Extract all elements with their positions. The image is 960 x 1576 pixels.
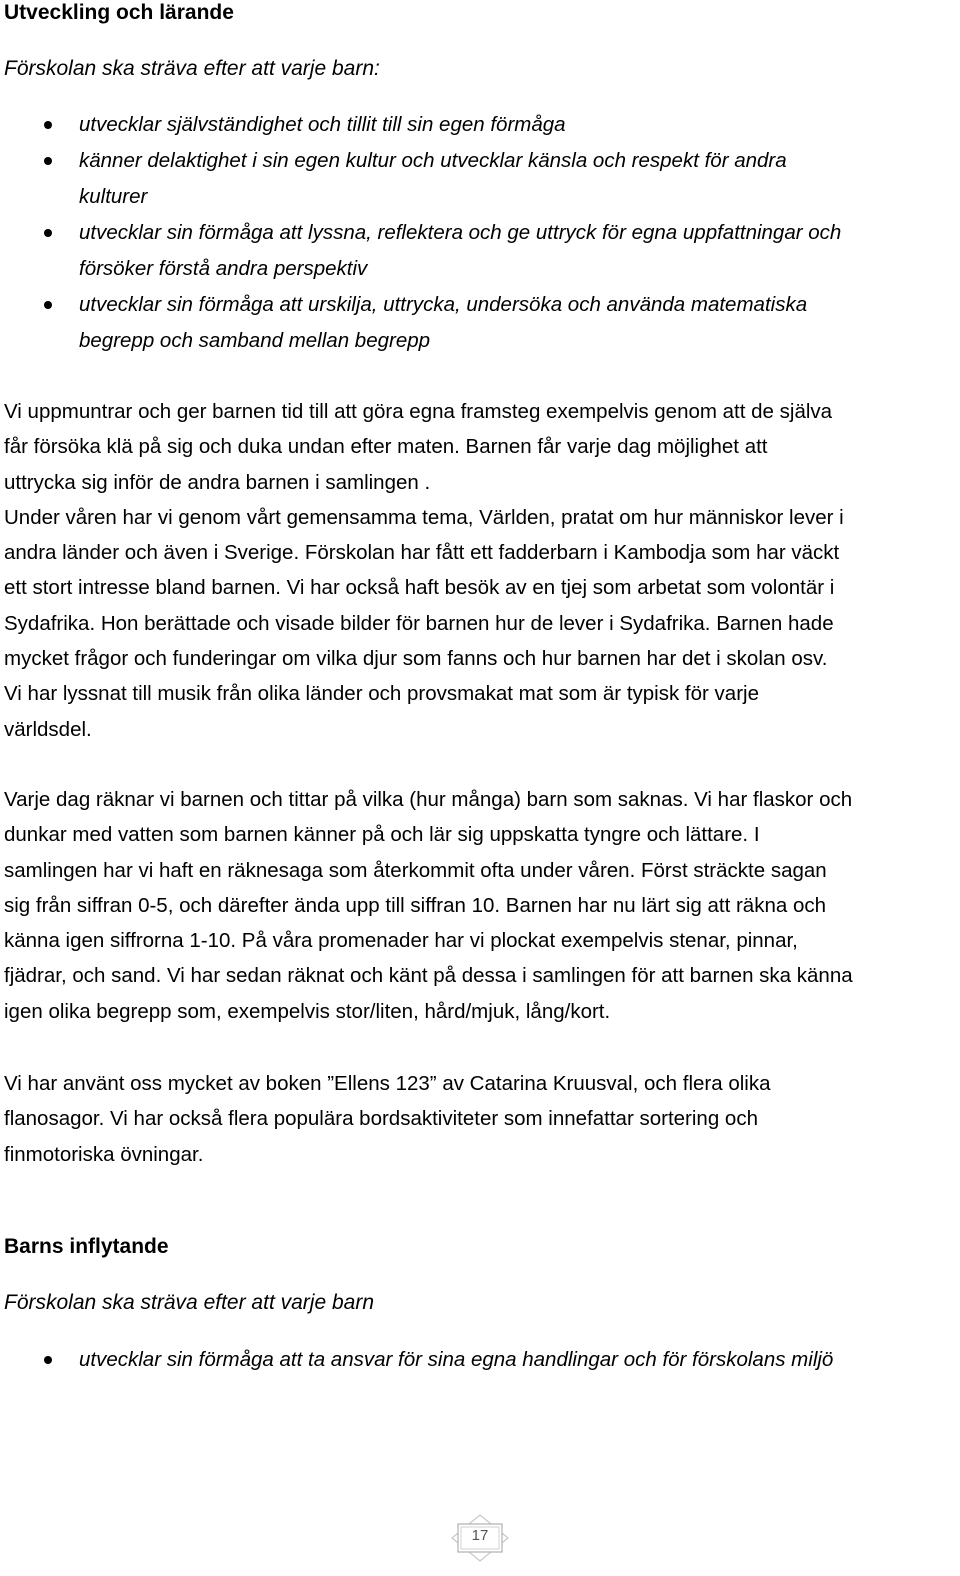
bullet-icon: [44, 301, 52, 309]
section-intro: Förskolan ska sträva efter att varje barn: [4, 1291, 374, 1314]
list-item: utvecklar sin förmåga att ta ansvar för sina egna handlingar och för förskolans miljö: [4, 1342, 956, 1378]
section-intro: Förskolan ska sträva efter att varje barn:: [4, 57, 380, 80]
bullet-icon: [44, 229, 52, 237]
list-item: utvecklar sin förmåga att urskilja, uttrycka, undersöka och använda matematiska begrepp och samband mellan begrepp: [4, 287, 956, 359]
bullet-icon: [44, 121, 52, 129]
paragraph-rakna: Varje dag räknar vi barnen och tittar på vilka (hur många) barn som saknas. Vi har flaskor och dunkar med vatten som barnen känner på och lär sig uppskatta tyngre och lättare. I samlingen har vi haft en räknesaga som återkommit ofta under våren. Först sträckte sagan sig från siffran 0-5, och därefter ända upp till siffran 10. Barnen har nu lärt sig att räkna och känna igen siffrorna 1-10. På våra promenader har vi plockat exempelvis stenar, pinnar, fjädrar, och sand. Vi har sedan räknat och känt på dessa i samlingen för att barnen ska känna igen olika begrepp som, exempelvis stor/liten, hård/mjuk, lång/kort.: [4, 788, 853, 1023]
paragraph-ellens: Vi har använt oss mycket av boken ”Ellens 123” av Catarina Kruusval, och flera olika flanosagor. Vi har också flera populära bordsaktiviteter som innefattar sortering och finmotoriska övningar.: [4, 1072, 771, 1166]
bullet-icon: [44, 157, 52, 165]
goals-list: [4, 107, 956, 359]
page-number: 17: [471, 1527, 489, 1544]
goals-list: [4, 1342, 956, 1378]
section-heading-utveckling: Utveckling och lärande: [4, 1, 234, 24]
bullet-icon: [44, 1356, 52, 1364]
list-item: utvecklar självständighet och tillit till sin egen förmåga: [4, 107, 956, 143]
section-heading-inflytande: Barns inflytande: [4, 1235, 169, 1258]
list-item: utvecklar sin förmåga att lyssna, reflektera och ge uttryck för egna uppfattningar och försöker förstå andra perspektiv: [4, 215, 956, 287]
paragraph-uppmuntrar: Vi uppmuntrar och ger barnen tid till att göra egna framsteg exempelvis genom att de själva får försöka klä på sig och duka undan efter maten. Barnen får varje dag möjlighet att uttrycka sig inför de andra barnen i samlingen . Under våren har vi genom vårt gemensamma tema, Världen, pratat om hur människor lever i andra länder och även i Sverige. Förskolan har fått ett fadderbarn i Kambodja som har väckt ett stort intresse bland barnen. Vi har också haft besök av en tjej som arbetat som volontär i Sydafrika. Hon berättade och visade bilder för barnen hur de lever i Sydafrika. Barnen hade mycket frågor och funderingar om vilka djur som fanns och hur barnen har det i skolan osv. Vi har lyssnat till musik från olika länder och provsmakat mat som är typisk för varje världsdel.: [4, 400, 844, 741]
page-number-footer: [450, 1513, 510, 1563]
list-item: känner delaktighet i sin egen kultur och utvecklar känsla och respekt för andra kulturer: [4, 143, 956, 215]
